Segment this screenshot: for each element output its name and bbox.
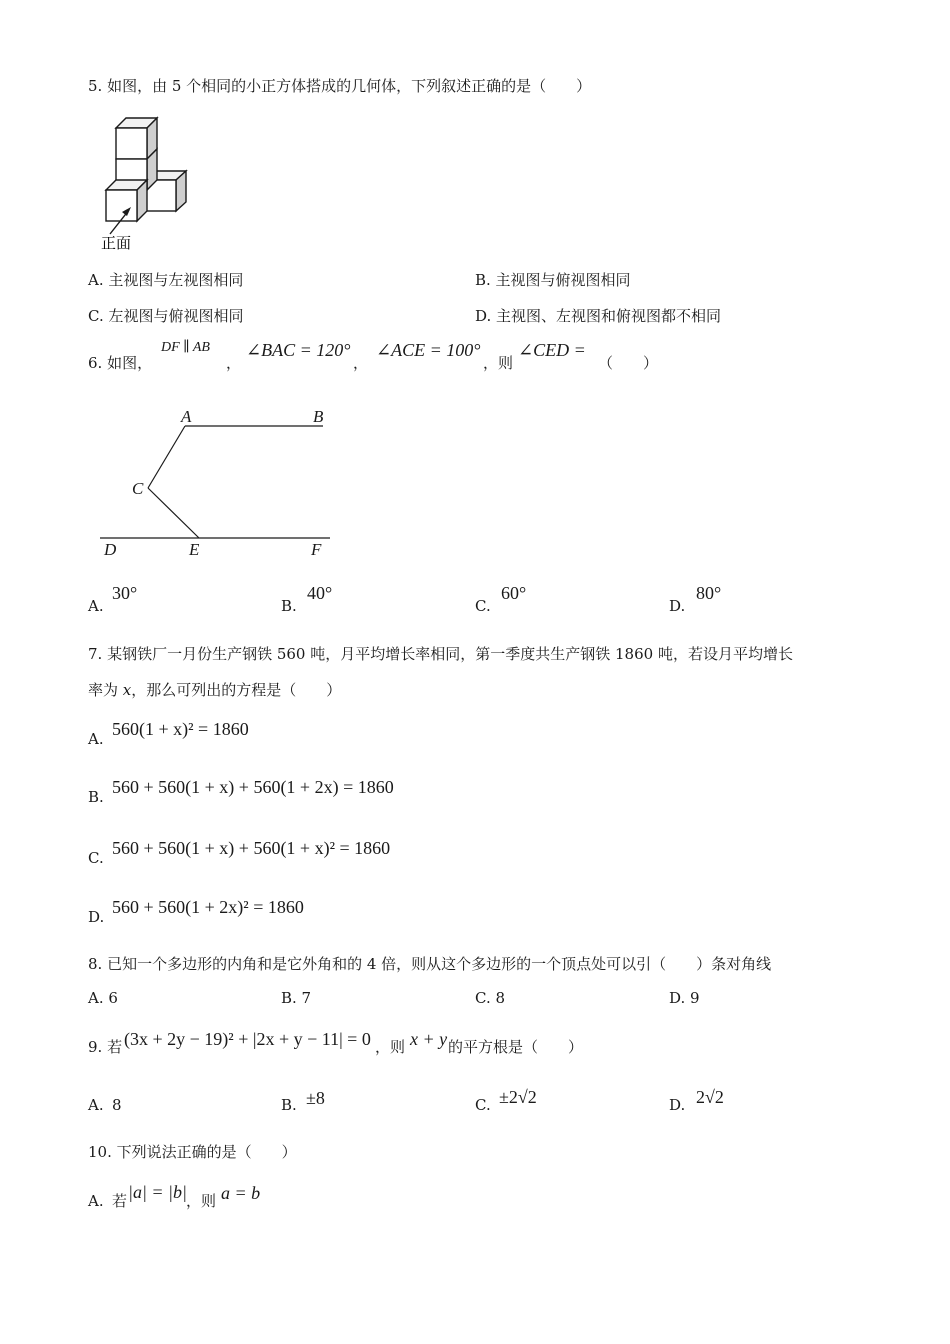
q9-expression: (3x + 2y − 19)² + |2x + y − 11| = 0 xyxy=(124,1029,371,1049)
q6-option-c-letter: C. xyxy=(475,597,491,615)
q5-option-a[interactable]: A. 主视图与左视图相同 xyxy=(88,271,244,289)
q5-option-b[interactable]: B. 主视图与俯视图相同 xyxy=(475,271,631,289)
q9-option-c-value: ±2√2 xyxy=(499,1087,537,1107)
point-c: C xyxy=(132,479,144,498)
q9-option-d-letter: D. xyxy=(669,1096,686,1114)
q9-variable: x + y xyxy=(410,1029,448,1049)
q9-suffix: 的平方根是（ ） xyxy=(448,1038,584,1056)
q6-prefix: 6. 如图， xyxy=(88,354,153,372)
point-d: D xyxy=(104,540,117,559)
q5-option-c[interactable]: C. 左视图与俯视图相同 xyxy=(88,307,244,325)
q7-line2-a: 率为 xyxy=(88,681,123,699)
q7-option-b-expr: 560 + 560(1 + x) + 560(1 + 2x) = 1860 xyxy=(112,777,394,797)
q7-option-c-expr: 560 + 560(1 + x) + 560(1 + x)² = 1860 xyxy=(112,838,391,858)
q6-option-d-letter: D. xyxy=(669,597,686,615)
point-f: F xyxy=(311,540,322,559)
q10-option-a-mid: ，则 xyxy=(186,1192,217,1210)
q6-option-b-value: 40° xyxy=(307,583,333,603)
q10-option-a-conclusion: a = b xyxy=(221,1183,261,1203)
q6-option-b[interactable] xyxy=(281,584,431,614)
q8-option-d[interactable]: D. 9 xyxy=(669,989,700,1007)
q7-option-a-letter: A. xyxy=(88,730,104,748)
q9-option-c-letter: C. xyxy=(475,1096,491,1114)
q8-option-a[interactable]: A. 6 xyxy=(88,989,118,1007)
q10-option-a-letter: A. xyxy=(88,1192,104,1210)
q5-cube-figure xyxy=(98,112,193,252)
q5-figure-label: 正面 xyxy=(101,236,132,252)
q6-geometry-figure xyxy=(95,402,340,562)
q10-option-a-prefix: 若 xyxy=(112,1192,128,1210)
q10-option-a[interactable] xyxy=(88,1180,308,1210)
q9-option-a-value: 8 xyxy=(112,1096,122,1114)
point-a: A xyxy=(181,407,192,426)
q6-option-c[interactable] xyxy=(475,584,625,614)
q7-option-a-expr: 560(1 + x)² = 1860 xyxy=(112,719,249,739)
q7-variable: x xyxy=(122,681,132,699)
q6-option-a-value: 30° xyxy=(112,583,138,603)
q9-prefix: 9. 若 xyxy=(88,1038,123,1056)
q7-line2-b: ，那么可列出的方程是（ ） xyxy=(131,681,342,699)
q6-sep2: ， xyxy=(353,354,369,372)
q8-option-c[interactable]: C. 8 xyxy=(475,989,506,1007)
q9-option-b[interactable] xyxy=(281,1090,431,1120)
q10-option-a-expr: |a| = |b| xyxy=(128,1182,187,1202)
q6-suffix: （ ） xyxy=(598,354,659,372)
q9-option-c[interactable] xyxy=(475,1087,625,1120)
q6-option-c-value: 60° xyxy=(501,583,527,603)
q6-mid: ，则 xyxy=(483,354,514,372)
q9-option-d[interactable] xyxy=(669,1087,819,1120)
q6-cond-angle-ace: ∠ACE = 100° xyxy=(376,340,481,360)
q5-stem: 5. 如图，由 5 个相同的小正方体搭成的几何体，下列叙述正确的是（ ） xyxy=(88,77,592,95)
q6-option-a-letter: A. xyxy=(88,597,104,615)
q6-cond-angle-bac: ∠BAC = 120° xyxy=(246,340,351,360)
q9-option-b-letter: B. xyxy=(281,1096,297,1114)
q8-stem: 8. 已知一个多边形的内角和是它外角和的 4 倍，则从这个多边形的一个顶点处可以引（ ）条对角线 xyxy=(88,955,772,973)
q9-option-a[interactable] xyxy=(88,1090,238,1120)
q10-stem: 10. 下列说法正确的是（ ） xyxy=(88,1143,297,1161)
q6-cond-parallel: DF ∥ AB xyxy=(161,340,210,355)
q6-option-d[interactable] xyxy=(669,584,819,614)
q7-option-c-letter: C. xyxy=(88,849,104,867)
q9-option-a-letter: A. xyxy=(88,1096,104,1114)
q6-option-a[interactable] xyxy=(88,584,238,614)
q9-option-b-value: ±8 xyxy=(306,1088,325,1108)
q6-option-b-letter: B. xyxy=(281,597,297,615)
q6-sep1: ， xyxy=(226,354,242,372)
q7-stem-line2 xyxy=(88,683,341,698)
q7-option-b-letter: B. xyxy=(88,788,104,806)
q5-option-d[interactable]: D. 主视图、左视图和俯视图都不相同 xyxy=(475,307,722,325)
q6-option-d-value: 80° xyxy=(696,583,722,603)
q6-target-angle: ∠CED = xyxy=(518,340,586,360)
point-e: E xyxy=(189,540,200,559)
q7-stem-line1: 7. 某钢铁厂一月份生产钢铁 560 吨，月平均增长率相同，第一季度共生产钢铁 1860 吨，若设月平均增长 xyxy=(88,645,793,663)
q7-option-d-letter: D. xyxy=(88,908,105,926)
q7-option-d-expr: 560 + 560(1 + 2x)² = 1860 xyxy=(112,897,304,917)
q8-option-b[interactable]: B. 7 xyxy=(281,989,312,1007)
q9-mid: ，则 xyxy=(375,1038,406,1056)
point-b: B xyxy=(313,407,324,426)
q9-option-d-value: 2√2 xyxy=(696,1087,724,1107)
